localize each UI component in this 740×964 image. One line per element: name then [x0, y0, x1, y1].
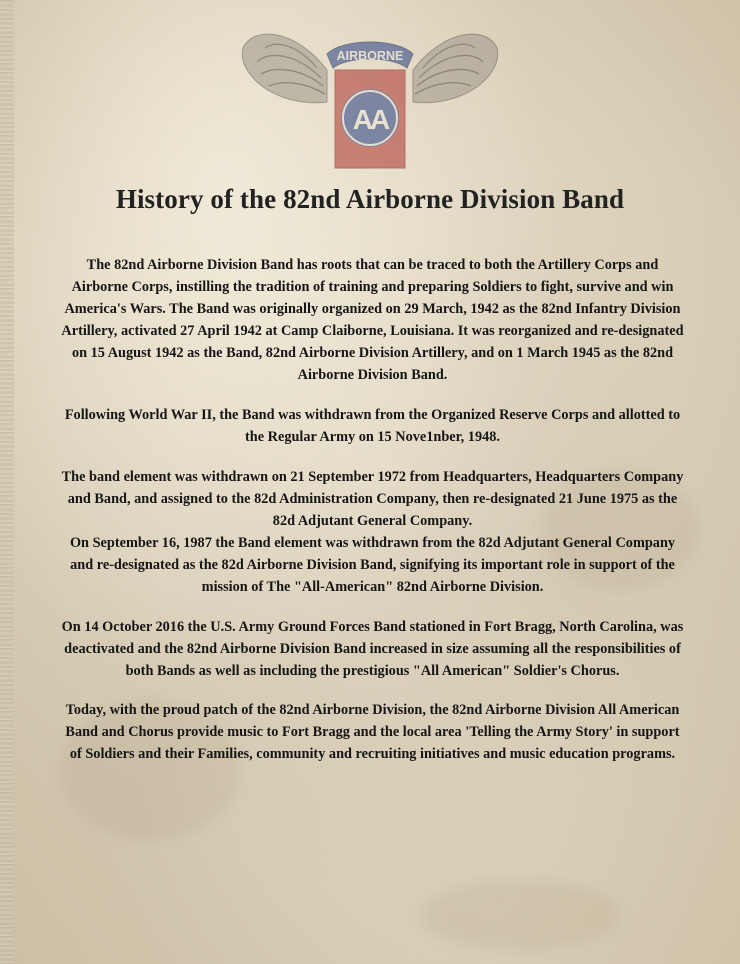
paper-stain	[420, 880, 620, 950]
history-paragraph-1972: The band element was withdrawn on 21 September 1972 from Headquarters, Headquarters Company and Band, and assigned to the 82d Administration Company, then re-designated 21 June 1975 as the 82d Adjutant General Company.	[61, 469, 684, 529]
patch-monogram: AA	[352, 104, 388, 135]
left-wing-icon	[242, 34, 327, 103]
airborne-tab-text: AIRBORNE	[336, 49, 404, 63]
history-body	[60, 254, 685, 765]
history-paragraph-postwar: Following World War II, the Band was withdrawn from the Organized Reserve Corps and allotted to the Regular Army on 15 Nove1nber, 1948.	[64, 407, 681, 445]
page-edge-texture	[0, 0, 14, 964]
airborne-wings-insignia-icon	[235, 8, 505, 173]
history-paragraph-origins: The 82nd Airborne Division Band has roots that can be traced to both the Artillery Corps and Airborne Corps, instilling the tradition of training and preparing Soldiers to fight, survive and win America's Wars. The Band was originally organized on 29 March, 1942 as the 82nd Infantry Division Artillery, activated 27 April 1942 at Camp Claiborne, Louisiana. It was reorganized and re-designated on 15 August 1942 as the Band, 82nd Airborne Division Artillery, and on 1 March 1945 as the 82nd Airborne Division Band.	[61, 257, 684, 383]
right-wing-icon	[413, 34, 498, 103]
history-paragraph-1987: On September 16, 1987 the Band element was withdrawn from the 82d Adjutant General Company and re-designated as the 82d Airborne Division Band, signifying its important role in support of the mission of The "All-American" 82nd Airborne Division.	[69, 535, 676, 595]
history-paragraph-2016: On 14 October 2016 the U.S. Army Ground Forces Band stationed in Fort Bragg, North Carolina, was deactivated and the 82nd Airborne Division Band increased in size assuming all the responsibilities of both Bands as well as including the prestigious "All American" Soldier's Chorus.	[61, 619, 684, 679]
history-paragraph-today: Today, with the proud patch of the 82nd Airborne Division, the 82nd Airborne Division All American Band and Chorus provide music to Fort Bragg and the local area 'Telling the Army Story' in support of Soldiers and their Families, community and recruiting initiatives and music education programs.	[65, 702, 680, 762]
page-title: History of the 82nd Airborne Division Band	[115, 184, 625, 214]
